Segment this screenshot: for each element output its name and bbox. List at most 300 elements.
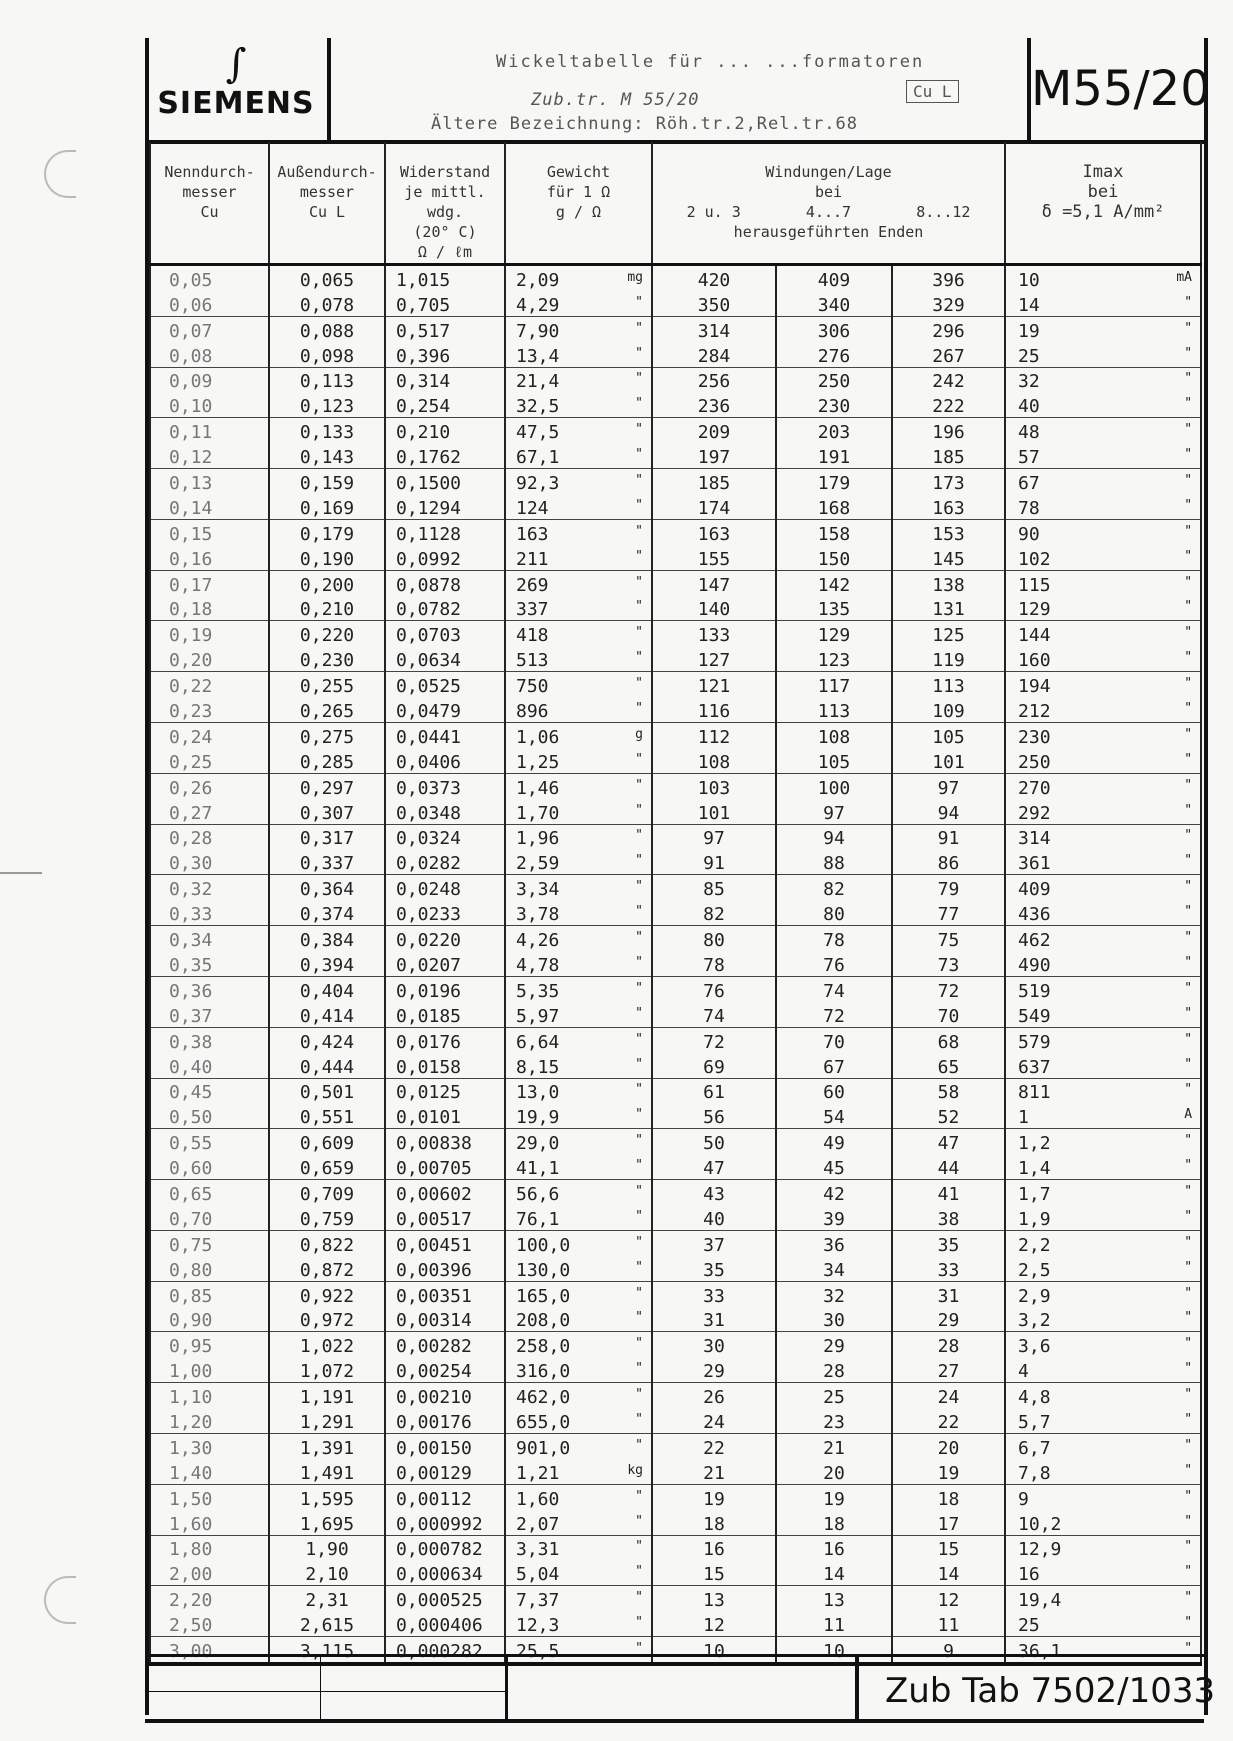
current-value: 1,2 [1018, 1133, 1051, 1155]
current-unit: " [1184, 1005, 1193, 1021]
weight-value: 19,9 [516, 1107, 560, 1129]
current-unit: mA [1176, 269, 1193, 285]
cell-nenndurchmesser: 0,60 [150, 1154, 269, 1179]
cell-windungen-4-7: 340 [776, 291, 892, 316]
weight-unit: kg [627, 1462, 643, 1478]
cell-nenndurchmesser: 0,25 [150, 748, 269, 773]
weight-unit: " [635, 879, 643, 895]
cell-windungen-2-3: 116 [652, 697, 776, 722]
cell-windungen-4-7: 19 [776, 1484, 892, 1509]
cell-windungen-8-12: 296 [892, 316, 1005, 341]
cell-windungen-4-7: 203 [776, 418, 892, 443]
weight-value: 5,04 [516, 1564, 560, 1586]
cell-imax [1005, 1205, 1201, 1230]
weight-value: 1,25 [516, 751, 560, 773]
cell-windungen-2-3: 101 [652, 799, 776, 824]
cell-windungen-2-3: 33 [652, 1281, 776, 1306]
cell-nenndurchmesser: 0,40 [150, 1053, 269, 1078]
cell-aussendurchmesser: 0,609 [269, 1129, 385, 1154]
footer-divider-4 [855, 1657, 859, 1719]
table-row [150, 519, 1201, 544]
weight-unit: " [635, 701, 643, 717]
cell-gewicht [505, 621, 652, 646]
weight-value: 337 [516, 599, 549, 621]
cell-imax [1005, 1332, 1201, 1357]
current-value: 4 [1018, 1361, 1029, 1383]
weight-unit: " [635, 1158, 643, 1174]
cell-nenndurchmesser: 0,32 [150, 875, 269, 900]
weight-value: 25,5 [516, 1640, 560, 1662]
table-row [150, 367, 1201, 392]
col-widerstand: Widerstand je mittl. wdg. (20° C) Ω / ℓm [385, 142, 505, 265]
current-value: 250 [1018, 751, 1051, 773]
cell-widerstand: 0,0782 [385, 596, 505, 621]
weight-value: 1,06 [516, 726, 560, 748]
weight-unit: " [635, 676, 643, 692]
cell-imax [1005, 494, 1201, 519]
cell-imax [1005, 875, 1201, 900]
cell-aussendurchmesser: 0,255 [269, 672, 385, 697]
cell-windungen-2-3: 314 [652, 316, 776, 341]
cell-widerstand: 0,00282 [385, 1332, 505, 1357]
current-value: 3,2 [1018, 1310, 1051, 1332]
cell-imax [1005, 1560, 1201, 1585]
cell-gewicht [505, 545, 652, 570]
cell-windungen-2-3: 420 [652, 265, 776, 291]
weight-value: 750 [516, 676, 549, 698]
weight-unit: " [635, 523, 643, 539]
cell-imax [1005, 672, 1201, 697]
cell-windungen-4-7: 23 [776, 1408, 892, 1433]
cell-widerstand: 0,396 [385, 342, 505, 367]
siemens-logo-icon: ∫ [225, 41, 247, 87]
current-value: 40 [1018, 396, 1040, 418]
cell-windungen-8-12: 185 [892, 443, 1005, 468]
table-row [150, 1129, 1201, 1154]
current-unit: " [1184, 1310, 1193, 1326]
table-row [150, 494, 1201, 519]
cell-aussendurchmesser: 1,90 [269, 1535, 385, 1560]
cell-windungen-4-7: 28 [776, 1357, 892, 1382]
col-gewicht: Gewicht für 1 Ω g / Ω [505, 142, 652, 265]
table-row [150, 1357, 1201, 1382]
current-unit: " [1184, 1056, 1193, 1072]
cell-windungen-8-12: 153 [892, 519, 1005, 544]
current-unit: " [1184, 1285, 1193, 1301]
current-unit: " [1184, 828, 1193, 844]
cell-imax [1005, 799, 1201, 824]
cell-windungen-4-7: 82 [776, 875, 892, 900]
weight-unit: " [635, 1259, 643, 1275]
cell-nenndurchmesser: 0,70 [150, 1205, 269, 1230]
cell-widerstand: 0,0348 [385, 799, 505, 824]
cell-windungen-4-7: 13 [776, 1586, 892, 1611]
current-value: 6,7 [1018, 1437, 1051, 1459]
cell-aussendurchmesser: 0,659 [269, 1154, 385, 1179]
cell-gewicht [505, 519, 652, 544]
weight-value: 100,0 [516, 1234, 571, 1256]
weight-value: 1,46 [516, 777, 560, 799]
cell-nenndurchmesser: 0,06 [150, 291, 269, 316]
cell-nenndurchmesser: 0,16 [150, 545, 269, 570]
cell-widerstand: 0,314 [385, 367, 505, 392]
current-value: 19,4 [1018, 1590, 1062, 1612]
cell-windungen-2-3: 78 [652, 951, 776, 976]
cell-widerstand: 0,0248 [385, 875, 505, 900]
cell-gewicht [505, 926, 652, 951]
cell-widerstand: 0,0185 [385, 1002, 505, 1027]
footer [145, 1654, 1216, 1723]
current-value: 1 [1018, 1107, 1029, 1129]
current-unit: " [1184, 777, 1193, 793]
cell-gewicht [505, 1408, 652, 1433]
cell-windungen-8-12: 19 [892, 1459, 1005, 1484]
cell-imax [1005, 723, 1201, 748]
table-row [150, 1154, 1201, 1179]
cell-aussendurchmesser: 1,072 [269, 1357, 385, 1382]
cell-nenndurchmesser: 0,11 [150, 418, 269, 443]
cell-gewicht [505, 291, 652, 316]
cell-windungen-8-12: 9 [892, 1637, 1005, 1664]
cell-imax [1005, 1053, 1201, 1078]
weight-value: 258,0 [516, 1336, 571, 1358]
cell-gewicht [505, 1560, 652, 1585]
cell-aussendurchmesser: 0,364 [269, 875, 385, 900]
current-value: 5,7 [1018, 1411, 1051, 1433]
cell-gewicht [505, 672, 652, 697]
table-row [150, 1230, 1201, 1255]
current-value: 1,4 [1018, 1158, 1051, 1180]
cell-aussendurchmesser: 1,291 [269, 1408, 385, 1433]
cell-gewicht [505, 1332, 652, 1357]
cell-nenndurchmesser: 2,00 [150, 1560, 269, 1585]
current-unit: " [1184, 1133, 1193, 1149]
cell-widerstand: 0,0101 [385, 1103, 505, 1128]
current-unit: " [1184, 650, 1193, 666]
table-row [150, 621, 1201, 646]
cell-imax [1005, 900, 1201, 925]
weight-value: 1,60 [516, 1488, 560, 1510]
cell-windungen-2-3: 121 [652, 672, 776, 697]
weight-value: 1,70 [516, 802, 560, 824]
cell-windungen-2-3: 82 [652, 900, 776, 925]
current-unit: " [1184, 676, 1193, 692]
current-value: 25 [1018, 345, 1040, 367]
cell-widerstand: 0,0703 [385, 621, 505, 646]
cell-windungen-8-12: 77 [892, 900, 1005, 925]
weight-unit: " [635, 1640, 643, 1656]
weight-unit: " [635, 574, 643, 590]
current-value: 490 [1018, 954, 1051, 976]
weight-unit: " [635, 1590, 643, 1606]
current-value: 519 [1018, 980, 1051, 1002]
cell-aussendurchmesser: 0,190 [269, 545, 385, 570]
cell-windungen-8-12: 222 [892, 392, 1005, 417]
cell-widerstand: 0,000782 [385, 1535, 505, 1560]
cell-gewicht [505, 1357, 652, 1382]
cell-nenndurchmesser: 0,35 [150, 951, 269, 976]
cell-gewicht [505, 570, 652, 595]
cell-gewicht [505, 316, 652, 341]
table-row [150, 824, 1201, 849]
weight-unit: " [635, 1056, 643, 1072]
weight-unit: " [635, 447, 643, 463]
cell-gewicht [505, 1205, 652, 1230]
cell-nenndurchmesser: 1,10 [150, 1383, 269, 1408]
weight-unit: " [635, 473, 643, 489]
weight-value: 163 [516, 523, 549, 545]
table-row [150, 1459, 1201, 1484]
weight-value: 2,07 [516, 1513, 560, 1535]
weight-unit: " [635, 1488, 643, 1504]
table-row [150, 1484, 1201, 1509]
cell-widerstand: 0,00705 [385, 1154, 505, 1179]
cell-windungen-8-12: 131 [892, 596, 1005, 621]
cell-nenndurchmesser: 1,50 [150, 1484, 269, 1509]
title-block [331, 38, 1027, 140]
cell-nenndurchmesser: 1,30 [150, 1433, 269, 1458]
cell-nenndurchmesser: 0,38 [150, 1027, 269, 1052]
cell-windungen-4-7: 276 [776, 342, 892, 367]
cell-windungen-4-7: 39 [776, 1205, 892, 1230]
cell-windungen-2-3: 127 [652, 646, 776, 671]
table-row [150, 469, 1201, 494]
cell-windungen-8-12: 101 [892, 748, 1005, 773]
table-row [150, 1078, 1201, 1103]
cell-windungen-8-12: 113 [892, 672, 1005, 697]
cell-aussendurchmesser: 0,922 [269, 1281, 385, 1306]
weight-unit: " [635, 1208, 643, 1224]
cell-gewicht [505, 367, 652, 392]
current-unit: " [1184, 1234, 1193, 1250]
cell-imax [1005, 596, 1201, 621]
cell-aussendurchmesser: 0,394 [269, 951, 385, 976]
cell-gewicht [505, 1256, 652, 1281]
cell-nenndurchmesser: 0,09 [150, 367, 269, 392]
table-row [150, 723, 1201, 748]
cell-widerstand: 0,0878 [385, 570, 505, 595]
cell-aussendurchmesser: 0,424 [269, 1027, 385, 1052]
cell-windungen-2-3: 103 [652, 773, 776, 798]
cell-widerstand: 0,0158 [385, 1053, 505, 1078]
weight-value: 56,6 [516, 1183, 560, 1205]
cell-imax [1005, 1433, 1201, 1458]
cell-windungen-4-7: 11 [776, 1611, 892, 1636]
current-unit: " [1184, 1082, 1193, 1098]
current-unit: " [1184, 523, 1193, 539]
cell-widerstand: 0,517 [385, 316, 505, 341]
current-value: 115 [1018, 574, 1051, 596]
cell-gewicht [505, 697, 652, 722]
table-row [150, 1408, 1201, 1433]
cell-nenndurchmesser: 0,24 [150, 723, 269, 748]
cell-imax [1005, 443, 1201, 468]
cell-windungen-8-12: 73 [892, 951, 1005, 976]
table-row [150, 545, 1201, 570]
weight-unit: " [635, 1031, 643, 1047]
current-unit: " [1184, 726, 1193, 742]
weight-value: 208,0 [516, 1310, 571, 1332]
cell-gewicht [505, 1459, 652, 1484]
type-code: M55/20 [1027, 38, 1204, 140]
weight-unit: " [635, 548, 643, 564]
cell-gewicht [505, 596, 652, 621]
cell-windungen-2-3: 31 [652, 1307, 776, 1332]
cell-windungen-4-7: 32 [776, 1281, 892, 1306]
cell-aussendurchmesser: 0,297 [269, 773, 385, 798]
weight-value: 513 [516, 650, 549, 672]
cell-windungen-8-12: 14 [892, 1560, 1005, 1585]
cell-windungen-4-7: 108 [776, 723, 892, 748]
current-unit: " [1184, 1387, 1193, 1403]
current-unit: " [1184, 1361, 1193, 1377]
title-line-2: Zub.tr. M 55/20 [531, 90, 700, 110]
weight-unit: " [635, 294, 643, 310]
cell-widerstand: 0,254 [385, 392, 505, 417]
cell-aussendurchmesser: 0,200 [269, 570, 385, 595]
reference-number: Zub Tab 7502/1033 [885, 1671, 1216, 1711]
weight-value: 3,78 [516, 904, 560, 926]
cell-widerstand: 0,000406 [385, 1611, 505, 1636]
cell-windungen-8-12: 70 [892, 1002, 1005, 1027]
cell-imax [1005, 621, 1201, 646]
weight-value: 2,59 [516, 853, 560, 875]
cell-nenndurchmesser: 2,20 [150, 1586, 269, 1611]
cell-imax [1005, 545, 1201, 570]
current-value: 19 [1018, 320, 1040, 342]
cell-widerstand: 0,0441 [385, 723, 505, 748]
cell-imax [1005, 1459, 1201, 1484]
cell-imax [1005, 849, 1201, 874]
cell-aussendurchmesser: 0,414 [269, 1002, 385, 1027]
weight-value: 124 [516, 497, 549, 519]
current-value: 4,8 [1018, 1387, 1051, 1409]
cell-windungen-2-3: 24 [652, 1408, 776, 1433]
cell-windungen-2-3: 21 [652, 1459, 776, 1484]
cell-widerstand: 0,0207 [385, 951, 505, 976]
current-value: 9 [1018, 1488, 1029, 1510]
cell-imax [1005, 1510, 1201, 1535]
cell-windungen-4-7: 117 [776, 672, 892, 697]
cell-imax [1005, 291, 1201, 316]
weight-unit: " [635, 1107, 643, 1123]
cell-widerstand: 0,000525 [385, 1586, 505, 1611]
cell-windungen-2-3: 76 [652, 976, 776, 1001]
cell-windungen-4-7: 60 [776, 1078, 892, 1103]
current-unit: " [1184, 422, 1193, 438]
current-unit: " [1184, 701, 1193, 717]
cell-widerstand: 0,0406 [385, 748, 505, 773]
weight-unit: " [635, 1183, 643, 1199]
cell-imax [1005, 265, 1201, 291]
cell-aussendurchmesser: 0,275 [269, 723, 385, 748]
current-value: 314 [1018, 828, 1051, 850]
cell-windungen-8-12: 31 [892, 1281, 1005, 1306]
cell-nenndurchmesser: 0,85 [150, 1281, 269, 1306]
cell-gewicht [505, 418, 652, 443]
fold-mark [0, 872, 42, 874]
cell-gewicht [505, 1281, 652, 1306]
weight-unit: " [635, 1234, 643, 1250]
weight-unit: " [635, 777, 643, 793]
current-unit: " [1184, 1031, 1193, 1047]
cell-windungen-2-3: 22 [652, 1433, 776, 1458]
windings-subheads [654, 202, 1003, 222]
current-unit: " [1184, 1183, 1193, 1199]
current-unit: " [1184, 802, 1193, 818]
cell-nenndurchmesser: 0,28 [150, 824, 269, 849]
cell-windungen-8-12: 18 [892, 1484, 1005, 1509]
weight-unit: " [635, 625, 643, 641]
cell-widerstand: 0,00396 [385, 1256, 505, 1281]
cell-windungen-4-7: 409 [776, 265, 892, 291]
cell-windungen-2-3: 19 [652, 1484, 776, 1509]
cell-windungen-2-3: 112 [652, 723, 776, 748]
weight-value: 67,1 [516, 447, 560, 469]
cell-nenndurchmesser: 0,14 [150, 494, 269, 519]
weight-unit: " [635, 853, 643, 869]
cell-aussendurchmesser: 2,10 [269, 1560, 385, 1585]
weight-unit: " [635, 396, 643, 412]
table-row [150, 316, 1201, 341]
weight-unit: " [635, 1437, 643, 1453]
current-value: 32 [1018, 371, 1040, 393]
cell-nenndurchmesser: 0,33 [150, 900, 269, 925]
weight-unit: " [635, 1387, 643, 1403]
cell-nenndurchmesser: 0,18 [150, 596, 269, 621]
weight-value: 12,3 [516, 1615, 560, 1637]
cell-windungen-4-7: 150 [776, 545, 892, 570]
current-value: 2,9 [1018, 1285, 1051, 1307]
col-aussendurchmesser: Außendurch- messer Cu L [269, 142, 385, 265]
cell-windungen-4-7: 54 [776, 1103, 892, 1128]
cell-nenndurchmesser: 1,20 [150, 1408, 269, 1433]
table-row [150, 697, 1201, 722]
current-unit: " [1184, 294, 1193, 310]
current-value: 7,8 [1018, 1462, 1051, 1484]
logo [145, 38, 331, 140]
current-unit: " [1184, 853, 1193, 869]
cell-imax [1005, 570, 1201, 595]
cell-windungen-4-7: 76 [776, 951, 892, 976]
cell-widerstand: 0,0233 [385, 900, 505, 925]
weight-unit: " [635, 1615, 643, 1631]
current-unit: " [1184, 751, 1193, 767]
cell-gewicht [505, 849, 652, 874]
cell-imax [1005, 519, 1201, 544]
weight-unit: " [635, 371, 643, 387]
current-value: 48 [1018, 422, 1040, 444]
current-unit: " [1184, 1564, 1193, 1580]
weight-value: 5,35 [516, 980, 560, 1002]
current-unit: " [1184, 1615, 1193, 1631]
cell-widerstand: 0,00150 [385, 1433, 505, 1458]
cell-nenndurchmesser: 1,80 [150, 1535, 269, 1560]
current-value: 102 [1018, 548, 1051, 570]
table-row [150, 392, 1201, 417]
cell-windungen-8-12: 38 [892, 1205, 1005, 1230]
cell-windungen-8-12: 33 [892, 1256, 1005, 1281]
weight-unit: " [635, 320, 643, 336]
cell-imax [1005, 342, 1201, 367]
weight-unit: " [635, 422, 643, 438]
cell-windungen-8-12: 109 [892, 697, 1005, 722]
table-row [150, 1053, 1201, 1078]
cell-gewicht [505, 1002, 652, 1027]
weight-value: 4,26 [516, 930, 560, 952]
cell-gewicht [505, 494, 652, 519]
cell-windungen-8-12: 65 [892, 1053, 1005, 1078]
